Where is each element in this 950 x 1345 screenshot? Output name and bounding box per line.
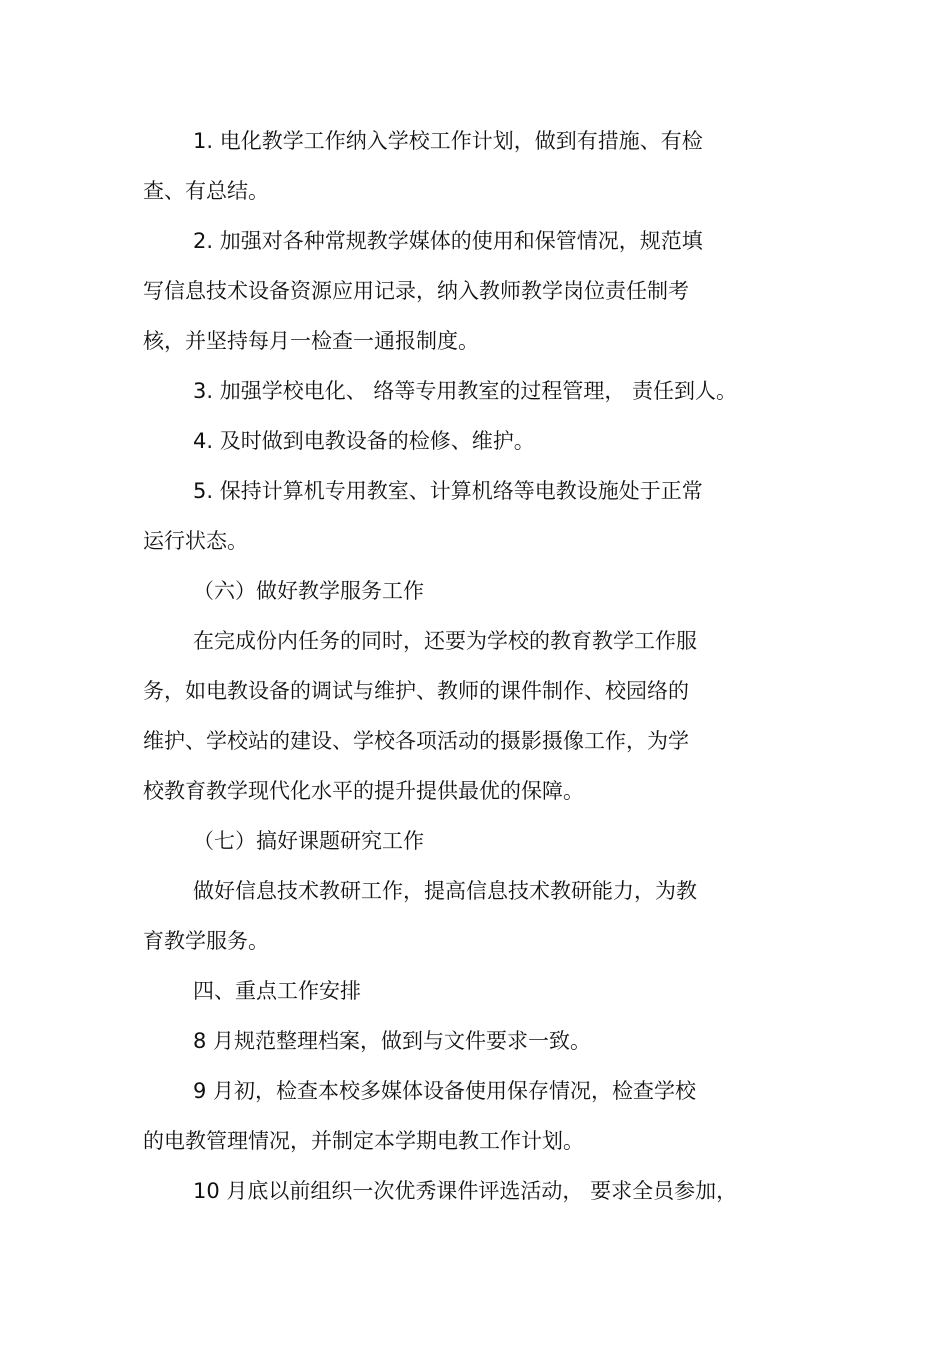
- line-20: 9 月初，检查本校多媒体设备使用保存情况，检查学校: [193, 1079, 697, 1103]
- line-5: 核，并坚持每月一检查一通报制度。: [143, 329, 479, 353]
- line-16: 做好信息技术教研工作，提高信息技术教研能力，为教: [193, 879, 697, 903]
- line-8: 5. 保持计算机专用教室、计算机络等电教设施处于正常: [193, 479, 703, 503]
- section-heading-7: （七）搞好课题研究工作: [193, 829, 424, 853]
- line-12: 务，如电教设备的调试与维护、教师的课件制作、校园络的: [143, 679, 689, 703]
- line-19: 8 月规范整理档案，做到与文件要求一致。: [193, 1029, 592, 1053]
- line-13: 维护、学校站的建设、学校各项活动的摄影摄像工作，为学: [143, 729, 689, 753]
- line-2: 查、有总结。: [143, 179, 269, 203]
- line-22: 10 月底以前组织一次优秀课件评选活动， 要求全员参加，: [193, 1179, 738, 1203]
- line-6: 3. 加强学校电化、 络等专用教室的过程管理， 责任到人。: [193, 379, 738, 403]
- line-1: 1. 电化教学工作纳入学校工作计划，做到有措施、有检: [193, 129, 703, 153]
- section-heading-4: 四、重点工作安排: [193, 979, 361, 1003]
- line-3: 2. 加强对各种常规教学媒体的使用和保管情况，规范填: [193, 229, 703, 253]
- line-21: 的电教管理情况，并制定本学期电教工作计划。: [143, 1129, 584, 1153]
- line-9: 运行状态。: [143, 529, 248, 553]
- line-17: 育教学服务。: [143, 929, 269, 953]
- line-14: 校教育教学现代化水平的提升提供最优的保障。: [143, 779, 584, 803]
- line-7: 4. 及时做到电教设备的检修、维护。: [193, 429, 535, 453]
- line-11: 在完成份内任务的同时，还要为学校的教育教学工作服: [193, 629, 697, 653]
- line-4: 写信息技术设备资源应用记录，纳入教师教学岗位责任制考: [143, 279, 689, 303]
- section-heading-6: （六）做好教学服务工作: [193, 579, 424, 603]
